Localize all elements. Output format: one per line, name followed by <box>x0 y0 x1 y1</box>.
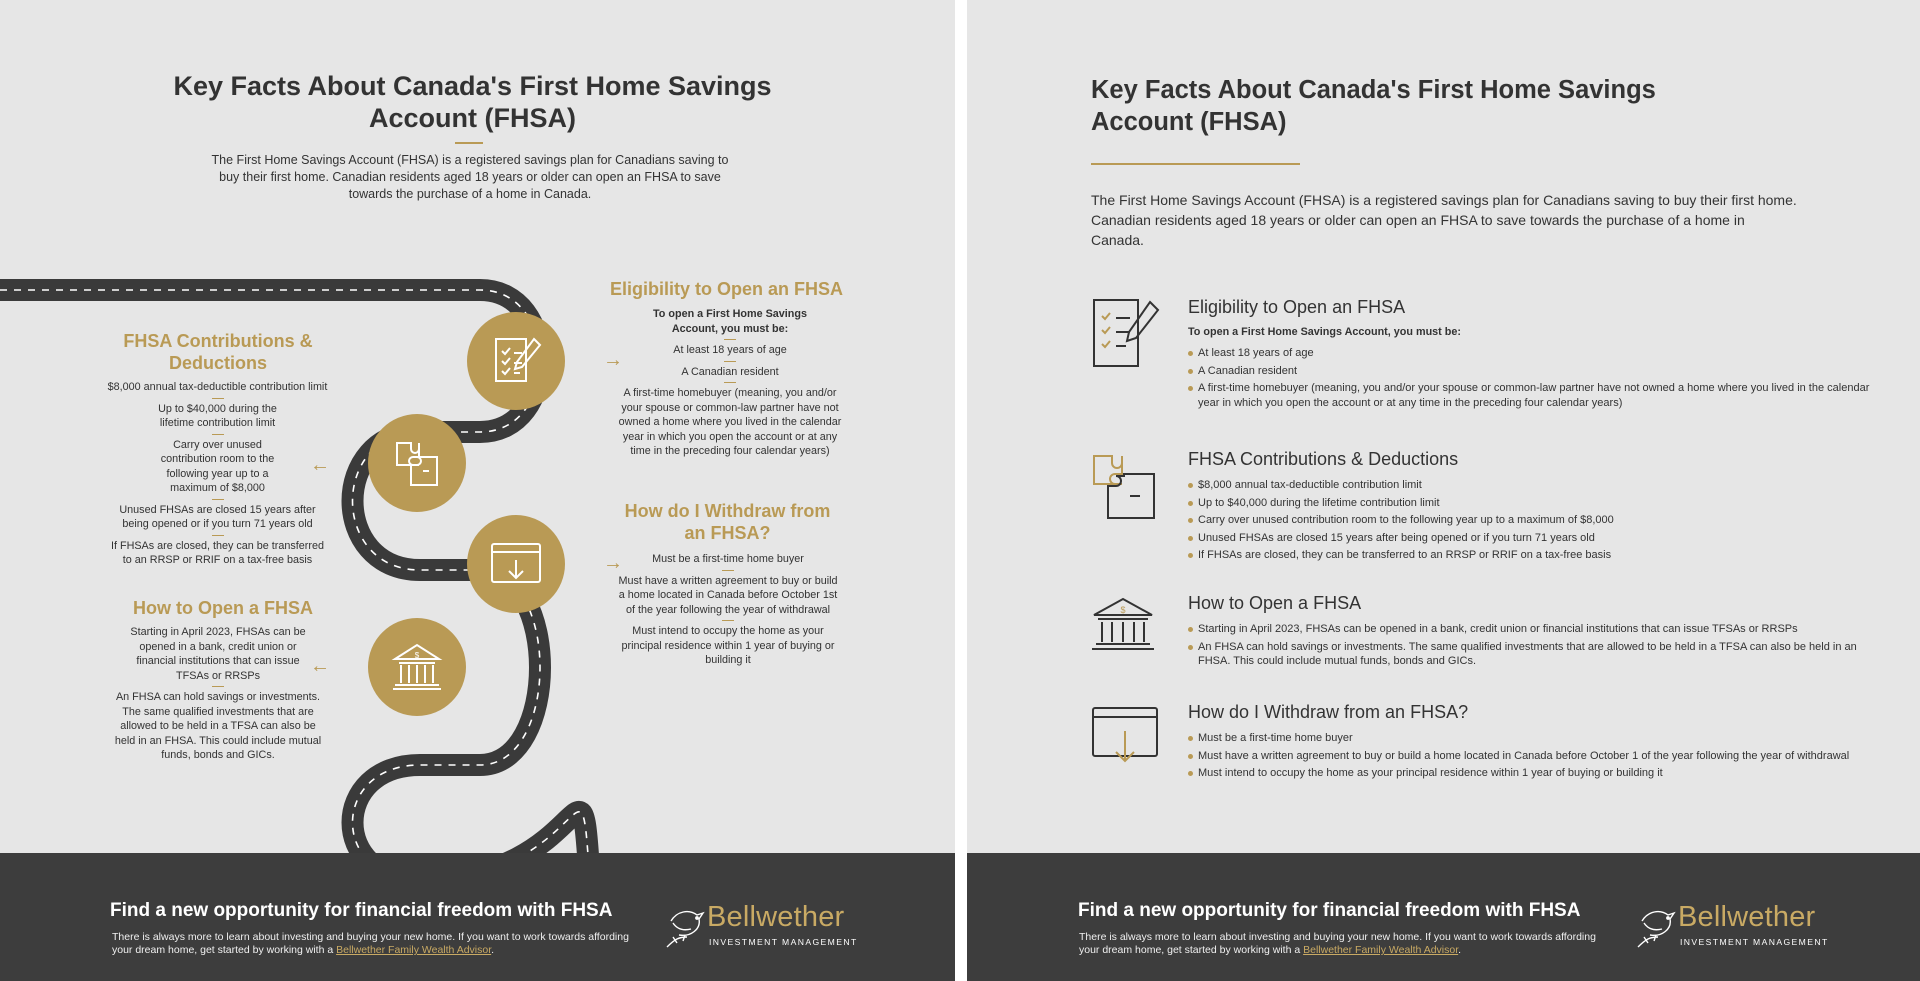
list-item: Carry over unused contribution room to the following year up to a maximum of $8,000 <box>1188 513 1888 528</box>
intro-text: The First Home Savings Account (FHSA) is a registered savings plan for Canadians saving to buy their first home. Canadian residents aged 18 years or older can open an FHSA to save towards the purchase of a home in Canada. <box>1091 192 1797 248</box>
page-title: Key Facts About Canada's First Home Savings Account (FHSA) <box>173 71 772 133</box>
list-item: Must intend to occupy the home as your principal residence within 1 year of buying or building it <box>621 625 835 666</box>
list-item: A first-time homebuyer (meaning, you and/or your spouse or common-law partner have not owned a home where you lived in the calendar year in which you open the account or at any time in the preceding four calendar years) <box>1188 381 1888 410</box>
puzzle-icon <box>1090 452 1160 522</box>
svg-text:$: $ <box>414 651 420 660</box>
footer-heading: Find a new opportunity for financial freedom with FHSA <box>110 900 613 921</box>
contributions-section <box>1188 449 1888 566</box>
page-title: Key Facts About Canada's First Home Savings Account (FHSA) <box>1091 76 1656 136</box>
list-item: $8,000 annual tax-deductible contribution limit <box>1188 478 1888 493</box>
infographic-road-version <box>0 0 955 981</box>
list-item: An FHSA can hold savings or investments. The same qualified investments that are allowed to be held in a TFSA can also be held in an FHSA. This could include mutual funds, bonds and GICs. <box>1188 640 1888 669</box>
list-item: $8,000 annual tax-deductible contribution limit <box>107 381 328 393</box>
brand-subtitle: INVESTMENT MANAGEMENT <box>709 937 858 947</box>
list-item: An FHSA can hold savings or investments. The same qualified investments that are allowed to be held in a TFSA can also be held in an FHSA. This could include mutual funds, bonds and GICs. <box>114 691 322 761</box>
contributions-heading: FHSA Contributions & Deductions <box>123 331 313 373</box>
arrow-left-icon: ← <box>310 655 330 677</box>
footer-text-end: . <box>491 944 495 956</box>
footer-text <box>1079 931 1599 957</box>
document-pen-icon <box>486 331 546 391</box>
intro-text: The First Home Savings Account (FHSA) is a registered savings plan for Canadians saving to buy their first home. Canadian residents aged 18 years or older can open an FHSA to save towards the purchase of a home in Canada. <box>211 153 729 201</box>
open-section <box>1188 593 1888 672</box>
separator <box>212 686 224 687</box>
eligibility-lead: To open a First Home Savings Account, you must be: <box>653 308 807 335</box>
list-item: Must have a written agreement to buy or build a home located in Canada before October 1st of the year following the year of withdrawal <box>618 574 838 616</box>
section-heading: Eligibility to Open an FHSA <box>1188 297 1406 317</box>
open-circle <box>368 618 466 716</box>
list-item: A Canadian resident <box>681 365 779 378</box>
separator <box>722 570 734 571</box>
list-item: Carry over unused contribution room to the following year up to a maximum of $8,000 <box>160 438 275 494</box>
footer-heading: Find a new opportunity for financial freedom with FHSA <box>1078 900 1581 921</box>
arrow-right-icon: → <box>603 349 623 371</box>
eligibility-content <box>615 307 845 459</box>
list-item: Up to $40,000 during the lifetime contribution limit <box>158 402 277 429</box>
eligibility-heading: Eligibility to Open an FHSA <box>610 279 844 299</box>
section-heading: How to Open a FHSA <box>1188 593 1362 613</box>
brand-name: Bellwether <box>707 901 845 933</box>
brand-logo <box>1634 899 1834 955</box>
list-item: Unused FHSAs are closed 15 years after being opened or if you turn 71 years old <box>1188 531 1888 546</box>
contributions-content <box>95 380 340 568</box>
infographic-list-version <box>967 0 1920 981</box>
eligibility-section <box>1188 297 1888 413</box>
list-item: Up to $40,000 during the lifetime contribution limit <box>1188 496 1888 511</box>
separator <box>724 339 736 340</box>
list-item: Must have a written agreement to buy or build a home located in Canada before October 1 of the year following the year of withdrawal <box>1188 749 1888 764</box>
document-pen-icon <box>1090 296 1162 371</box>
list-item: Must be a first-time home buyer <box>652 553 804 565</box>
section-heading: FHSA Contributions & Deductions <box>1188 449 1459 469</box>
contributions-circle <box>368 414 466 512</box>
footer-text-body: There is always more to learn about investing and buying your new home. If you want to work towards affording your dream home, get started by working with a <box>1079 931 1596 956</box>
section-list <box>1188 622 1888 669</box>
separator <box>724 382 736 383</box>
brand-logo <box>663 899 863 955</box>
brand-subtitle: INVESTMENT MANAGEMENT <box>1680 937 1829 947</box>
list-item: A Canadian resident <box>1188 364 1888 379</box>
separator <box>212 535 224 536</box>
list-item: Unused FHSAs are closed 15 years after being opened or if you turn 71 years old <box>119 503 316 530</box>
list-item: If FHSAs are closed, they can be transferred to an RRSP or RRIF on a tax-free basis <box>1188 548 1888 563</box>
list-item: At least 18 years of age <box>673 344 787 356</box>
withdraw-card-icon <box>486 534 546 594</box>
eligibility-circle <box>467 312 565 410</box>
title-divider <box>455 142 483 144</box>
title-divider <box>1091 163 1300 165</box>
separator <box>212 434 224 435</box>
open-heading: How to Open a FHSA <box>133 598 313 618</box>
list-item: Must be a first-time home buyer <box>1188 731 1888 746</box>
footer-text-body: There is always more to learn about investing and buying your new home. If you want to work towards affording your dream home, get started by working with a <box>112 931 629 956</box>
puzzle-icon <box>387 433 447 493</box>
list-item: Starting in April 2023, FHSAs can be opened in a bank, credit union or financial institutions that can issue TFSAs or RRSPs <box>130 626 306 682</box>
svg-text:$: $ <box>1120 605 1126 615</box>
brand-name: Bellwether <box>1678 901 1816 933</box>
footer-text <box>112 931 632 957</box>
arrow-right-icon: → <box>603 552 623 574</box>
footer <box>0 853 955 981</box>
separator <box>722 620 734 621</box>
separator <box>212 499 224 500</box>
withdraw-card-icon <box>1090 705 1160 765</box>
withdraw-content <box>618 552 838 668</box>
bank-icon <box>387 637 447 697</box>
list-item: Must intend to occupy the home as your principal residence within 1 year of buying or building it <box>1188 766 1888 781</box>
section-list <box>1188 731 1888 781</box>
withdraw-heading: How do I Withdraw from an FHSA? <box>624 501 831 543</box>
advisor-link[interactable]: Bellwether Family Wealth Advisor <box>336 944 492 956</box>
section-list <box>1188 478 1888 563</box>
section-lead: To open a First Home Savings Account, you must be: <box>1188 326 1461 338</box>
separator <box>212 398 224 399</box>
open-content <box>113 625 323 763</box>
list-item: If FHSAs are closed, they can be transferred to an RRSP or RRIF on a tax-free basis <box>110 539 325 566</box>
withdraw-circle <box>467 515 565 613</box>
bird-logo-icon <box>663 899 711 951</box>
arrow-left-icon: ← <box>310 454 330 476</box>
advisor-link[interactable]: Bellwether Family Wealth Advisor <box>1303 944 1459 956</box>
footer <box>967 853 1920 981</box>
list-item: A first-time homebuyer (meaning, you and/or your spouse or common-law partner have not owned a home where you lived in the calendar year in which you open the account or at any time in the preceding four calendar years) <box>618 387 842 457</box>
separator <box>724 361 736 362</box>
list-item: At least 18 years of age <box>1188 346 1888 361</box>
withdraw-section <box>1188 702 1888 784</box>
footer-text-end: . <box>1458 944 1462 956</box>
bird-logo-icon <box>1634 899 1682 951</box>
section-heading: How do I Withdraw from an FHSA? <box>1188 702 1469 722</box>
bank-icon <box>1090 595 1156 653</box>
section-list <box>1188 346 1888 410</box>
list-item: Starting in April 2023, FHSAs can be opened in a bank, credit union or financial institutions that can issue TFSAs or RRSPs <box>1188 622 1888 637</box>
